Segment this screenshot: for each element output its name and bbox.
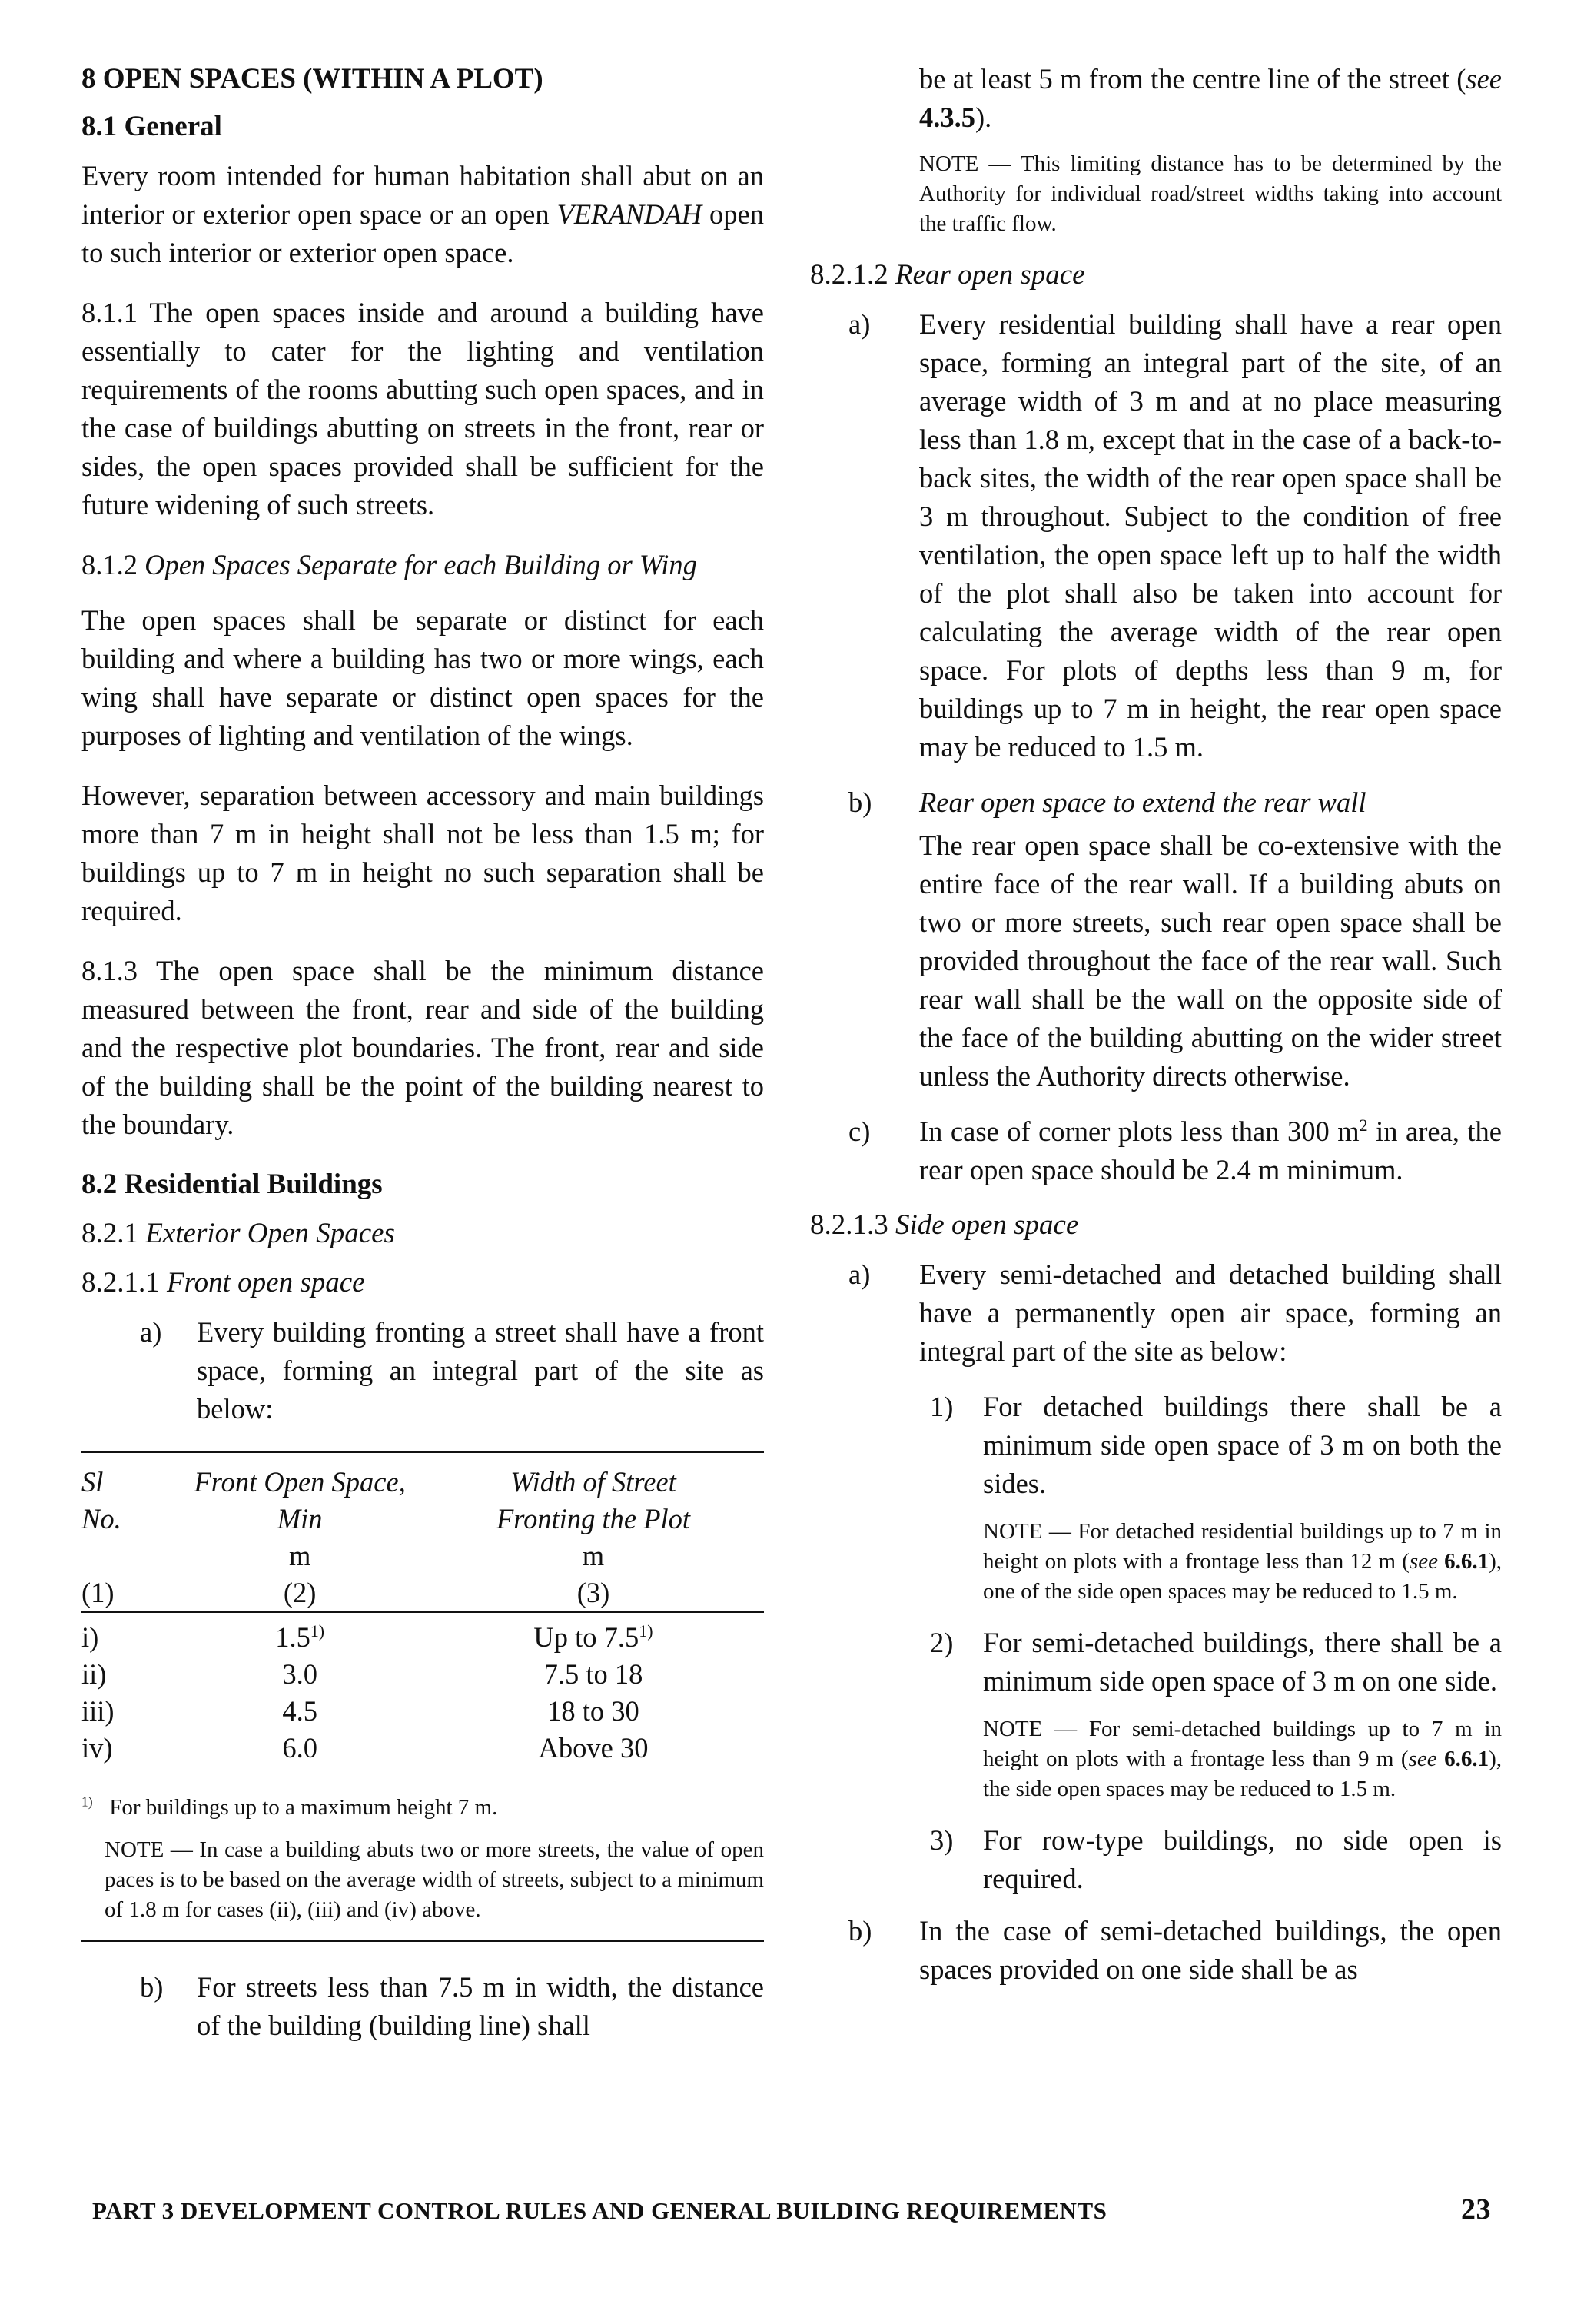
list-marker: a) xyxy=(140,1316,162,1348)
list-marker: 2) xyxy=(930,1627,954,1658)
list-item-c xyxy=(810,1112,1502,1189)
cell-width: 7.5 to 18 xyxy=(543,1658,643,1690)
section-8-2-1-3-heading xyxy=(810,1206,1502,1245)
text-run: NOTE — For semi-detached buildings up to 7 m in height on plots with a frontage less than 9 m ( xyxy=(983,1717,1502,1771)
list-marker: b) xyxy=(848,1915,872,1947)
section-8-1-2-paragraph-1: The open spaces shall be separate or distinct for each building and where a building has two or more wings, each wing shall have separate or distinct open spaces for the purposes of lighting and ventilation of the wings. xyxy=(81,604,764,751)
list-item-b-text: The rear open space shall be co-extensive with the entire face of the rear wall. If a building abuts on two or more streets, such rear open space shall be provided throughout the face of the rear wall. Such rear wall shall be the wall on the opposite side of the face of the building abutting on the wider street unless the Authority directs otherwise. xyxy=(919,830,1502,1092)
header-text: Fronting the Plot xyxy=(496,1503,691,1534)
cell-sl: ii) xyxy=(81,1658,107,1690)
column-number: (1) xyxy=(81,1577,115,1608)
cell-front xyxy=(177,1612,423,1656)
section-8-1-2-heading xyxy=(81,546,764,584)
list-marker: a) xyxy=(848,308,871,340)
cell-front: 3.0 xyxy=(282,1658,317,1690)
cell-sl: iv) xyxy=(81,1732,113,1764)
note-semi-detached-buildings xyxy=(810,1714,1502,1804)
column-number: (3) xyxy=(576,1577,610,1608)
table-row xyxy=(81,1730,764,1767)
list-item-text: For detached buildings there shall be a minimum side open space of 3 m on both the sides. xyxy=(983,1391,1502,1499)
section-8-1-paragraph xyxy=(81,157,764,272)
list-item-text: For semi-detached buildings, there shall be a minimum side open space of 3 m on one side. xyxy=(983,1627,1502,1697)
text-run: open to such interior or exterior open space. xyxy=(81,198,764,268)
section-8-2-1-2-heading xyxy=(810,256,1502,294)
cell-value: Up to 7.5 xyxy=(533,1621,639,1653)
header-text: Front Open Space, xyxy=(194,1466,406,1498)
cell-front: 6.0 xyxy=(282,1732,317,1764)
front-open-space-table xyxy=(81,1451,764,1767)
section-8-title: 8 OPEN SPACES (WITHIN A PLOT) xyxy=(81,63,543,95)
column-number: (2) xyxy=(283,1577,317,1608)
clause-title: Exterior Open Spaces xyxy=(145,1218,395,1249)
sub-item-3 xyxy=(810,1821,1502,1898)
list-marker: b) xyxy=(848,786,872,818)
front-open-space-table-block xyxy=(81,1451,764,1942)
clause-title: Front open space xyxy=(167,1267,365,1298)
clause-title: Rear open space xyxy=(895,259,1085,291)
list-marker: 1) xyxy=(930,1391,954,1422)
footer-title: PART 3 DEVELOPMENT CONTROL RULES AND GENERAL BUILDING REQUIREMENTS xyxy=(92,2197,1107,2224)
footnote-ref: 1) xyxy=(310,1621,325,1641)
list-item-a xyxy=(810,1255,1502,1371)
list-item-b xyxy=(81,1968,764,2045)
table-row xyxy=(81,1656,764,1693)
section-8-2-1-heading xyxy=(81,1215,764,1253)
header-text: Min xyxy=(277,1503,323,1534)
clause-ref: 6.6.1 xyxy=(1444,1747,1489,1771)
section-8-2-1-1-heading xyxy=(81,1264,764,1302)
footnote-mark: 1) xyxy=(81,1794,93,1810)
list-marker: c) xyxy=(848,1115,871,1147)
right-column xyxy=(810,60,1502,2006)
page-number: 23 xyxy=(1461,2193,1491,2226)
section-8-1-1-paragraph xyxy=(81,294,764,524)
table-row xyxy=(81,1693,764,1730)
page-footer xyxy=(92,2193,1491,2226)
list-item-b xyxy=(810,783,1502,822)
list-item-text: in area, the rear open space should be 2.4 m minimum. xyxy=(919,1115,1502,1185)
unit: m xyxy=(288,1540,311,1571)
section-8-2-heading: 8.2 Residential Buildings xyxy=(81,1169,383,1200)
see-ref: see xyxy=(1409,1549,1438,1574)
list-item-b xyxy=(810,1912,1502,1989)
clause-title: Side open space xyxy=(895,1209,1079,1241)
cell-width: 18 to 30 xyxy=(547,1695,639,1727)
list-item-title: Rear open space to extend the rear wall xyxy=(919,786,1366,818)
clause-ref: 6.6.1 xyxy=(1444,1549,1489,1574)
cell-value: 1.5 xyxy=(275,1621,310,1653)
table-header-width xyxy=(423,1452,764,1574)
text-run: ), one of the side open spaces may be reduced to 1.5 m. xyxy=(983,1549,1503,1604)
clause-number: 8.2.1 xyxy=(81,1218,138,1249)
text-run: Every room intended for human habitation shall abut on an interior or exterior open space or an open xyxy=(81,160,764,230)
section-8-1-heading: 8.1 General xyxy=(81,111,222,142)
table-header-front xyxy=(177,1452,423,1574)
see-ref: see xyxy=(1466,63,1502,95)
table-header-sl xyxy=(81,1452,177,1574)
clause-title: Open Spaces Separate for each Building or Wing xyxy=(144,549,697,580)
cell-sl: iii) xyxy=(81,1695,115,1727)
cell-width xyxy=(423,1612,764,1656)
clause-number: 8.2.1.2 xyxy=(810,259,888,291)
cell-front: 4.5 xyxy=(282,1695,317,1727)
list-item-text: For row-type buildings, no side open is required. xyxy=(983,1824,1502,1894)
list-item-text: In case of corner plots less than 300 m xyxy=(919,1115,1360,1147)
sub-item-1 xyxy=(810,1388,1502,1503)
table-note: NOTE — In case a building abuts two or more streets, the value of open paces is to be based on the average width of streets, subject to a minimum of 1.8 m for cases (ii), (iii) and (iv) above. xyxy=(105,1837,764,1922)
list-marker: a) xyxy=(848,1258,871,1290)
header-text: Sl xyxy=(81,1466,104,1498)
list-item-text: In the case of semi-detached buildings, the open spaces provided on one side shall be as xyxy=(919,1915,1502,1985)
list-item-text: Every building fronting a street shall have a front space, forming an integral part of the site as below: xyxy=(197,1316,764,1425)
text-run: be at least 5 m from the centre line of the street ( xyxy=(919,63,1466,95)
table-footnote xyxy=(81,1793,764,1823)
note-detached-buildings xyxy=(810,1517,1502,1607)
unit: m xyxy=(582,1540,605,1571)
cell-width: Above 30 xyxy=(538,1732,649,1764)
left-column xyxy=(81,60,764,2062)
section-8-1-3-paragraph xyxy=(81,952,764,1144)
footnote-text: For buildings up to a maximum height 7 m. xyxy=(109,1795,498,1820)
text-run: ), the side open spaces may be reduced to 1.5 m. xyxy=(983,1747,1502,1801)
header-text: Width of Street xyxy=(510,1466,676,1498)
superscript: 2 xyxy=(1359,1115,1368,1135)
table-row xyxy=(81,1612,764,1656)
list-item-text: Every residential building shall have a rear open space, forming an integral part of the site, of an average width of 3 m and at no place measuring less than 1.8 m, except that in the case of a back-to-back sites, the width of the rear open space shall be 3 m throughout. Subject to the condition of free ventilation, the open space left up to half the width of the plot shall also be taken into account for calculating the average width of the rear open space. For plots of depths less than 9 m, for buildings up to 7 m in height, the rear open space may be reduced to 1.5 m. xyxy=(919,308,1502,763)
see-ref: see xyxy=(1408,1747,1437,1771)
continued-text xyxy=(810,60,1502,137)
clause-number: 8.1.2 xyxy=(81,549,138,580)
list-item-text: Every semi-detached and detached building shall have a permanently open air space, forming an integral part of the site as below: xyxy=(919,1258,1502,1367)
list-item-a xyxy=(81,1313,764,1428)
list-marker: 3) xyxy=(930,1824,954,1856)
clause-ref: 4.3.5 xyxy=(919,101,975,133)
cell-sl: i) xyxy=(81,1612,177,1656)
text-run: ). xyxy=(975,101,992,133)
clause-number: 8.1.1 xyxy=(81,297,138,328)
sub-item-2 xyxy=(810,1624,1502,1701)
note-limiting-distance: NOTE — This limiting distance has to be determined by the Authority for individual road/street widths taking into account the traffic flow. xyxy=(919,151,1502,236)
list-marker: b) xyxy=(140,1971,164,2003)
section-8-1-2-paragraph-2: However, separation between accessory and main buildings more than 7 m in height shall not be less than 1.5 m; for buildings up to 7 m in height no such separation shall be required. xyxy=(81,780,764,926)
text-run: The open spaces inside and around a building have essentially to cater for the lighting and ventilation requirements of the rooms abutting such open spaces, and in the case of buildings abutting on streets in the front, rear or sides, the open spaces provided shall be sufficient for the future widening of such streets. xyxy=(81,297,764,520)
clause-number: 8.2.1.1 xyxy=(81,1267,160,1298)
clause-number: 8.1.3 xyxy=(81,955,138,986)
text-run: The open space shall be the minimum distance measured between the front, rear and side of the building and the respective plot boundaries. The front, rear and side of the building shall be the point of the building nearest to the boundary. xyxy=(81,955,764,1140)
header-text: No. xyxy=(81,1503,121,1534)
list-item-text: For streets less than 7.5 m in width, the distance of the building (building line) shall xyxy=(197,1971,764,2041)
clause-number: 8.2.1.3 xyxy=(810,1209,888,1241)
footnote-ref: 1) xyxy=(639,1621,653,1641)
text-run: NOTE — For detached residential buildings up to 7 m in height on plots with a frontage less than 12 m ( xyxy=(983,1519,1502,1574)
list-item-a xyxy=(810,305,1502,766)
verandah-term: VERANDAH xyxy=(556,198,702,230)
